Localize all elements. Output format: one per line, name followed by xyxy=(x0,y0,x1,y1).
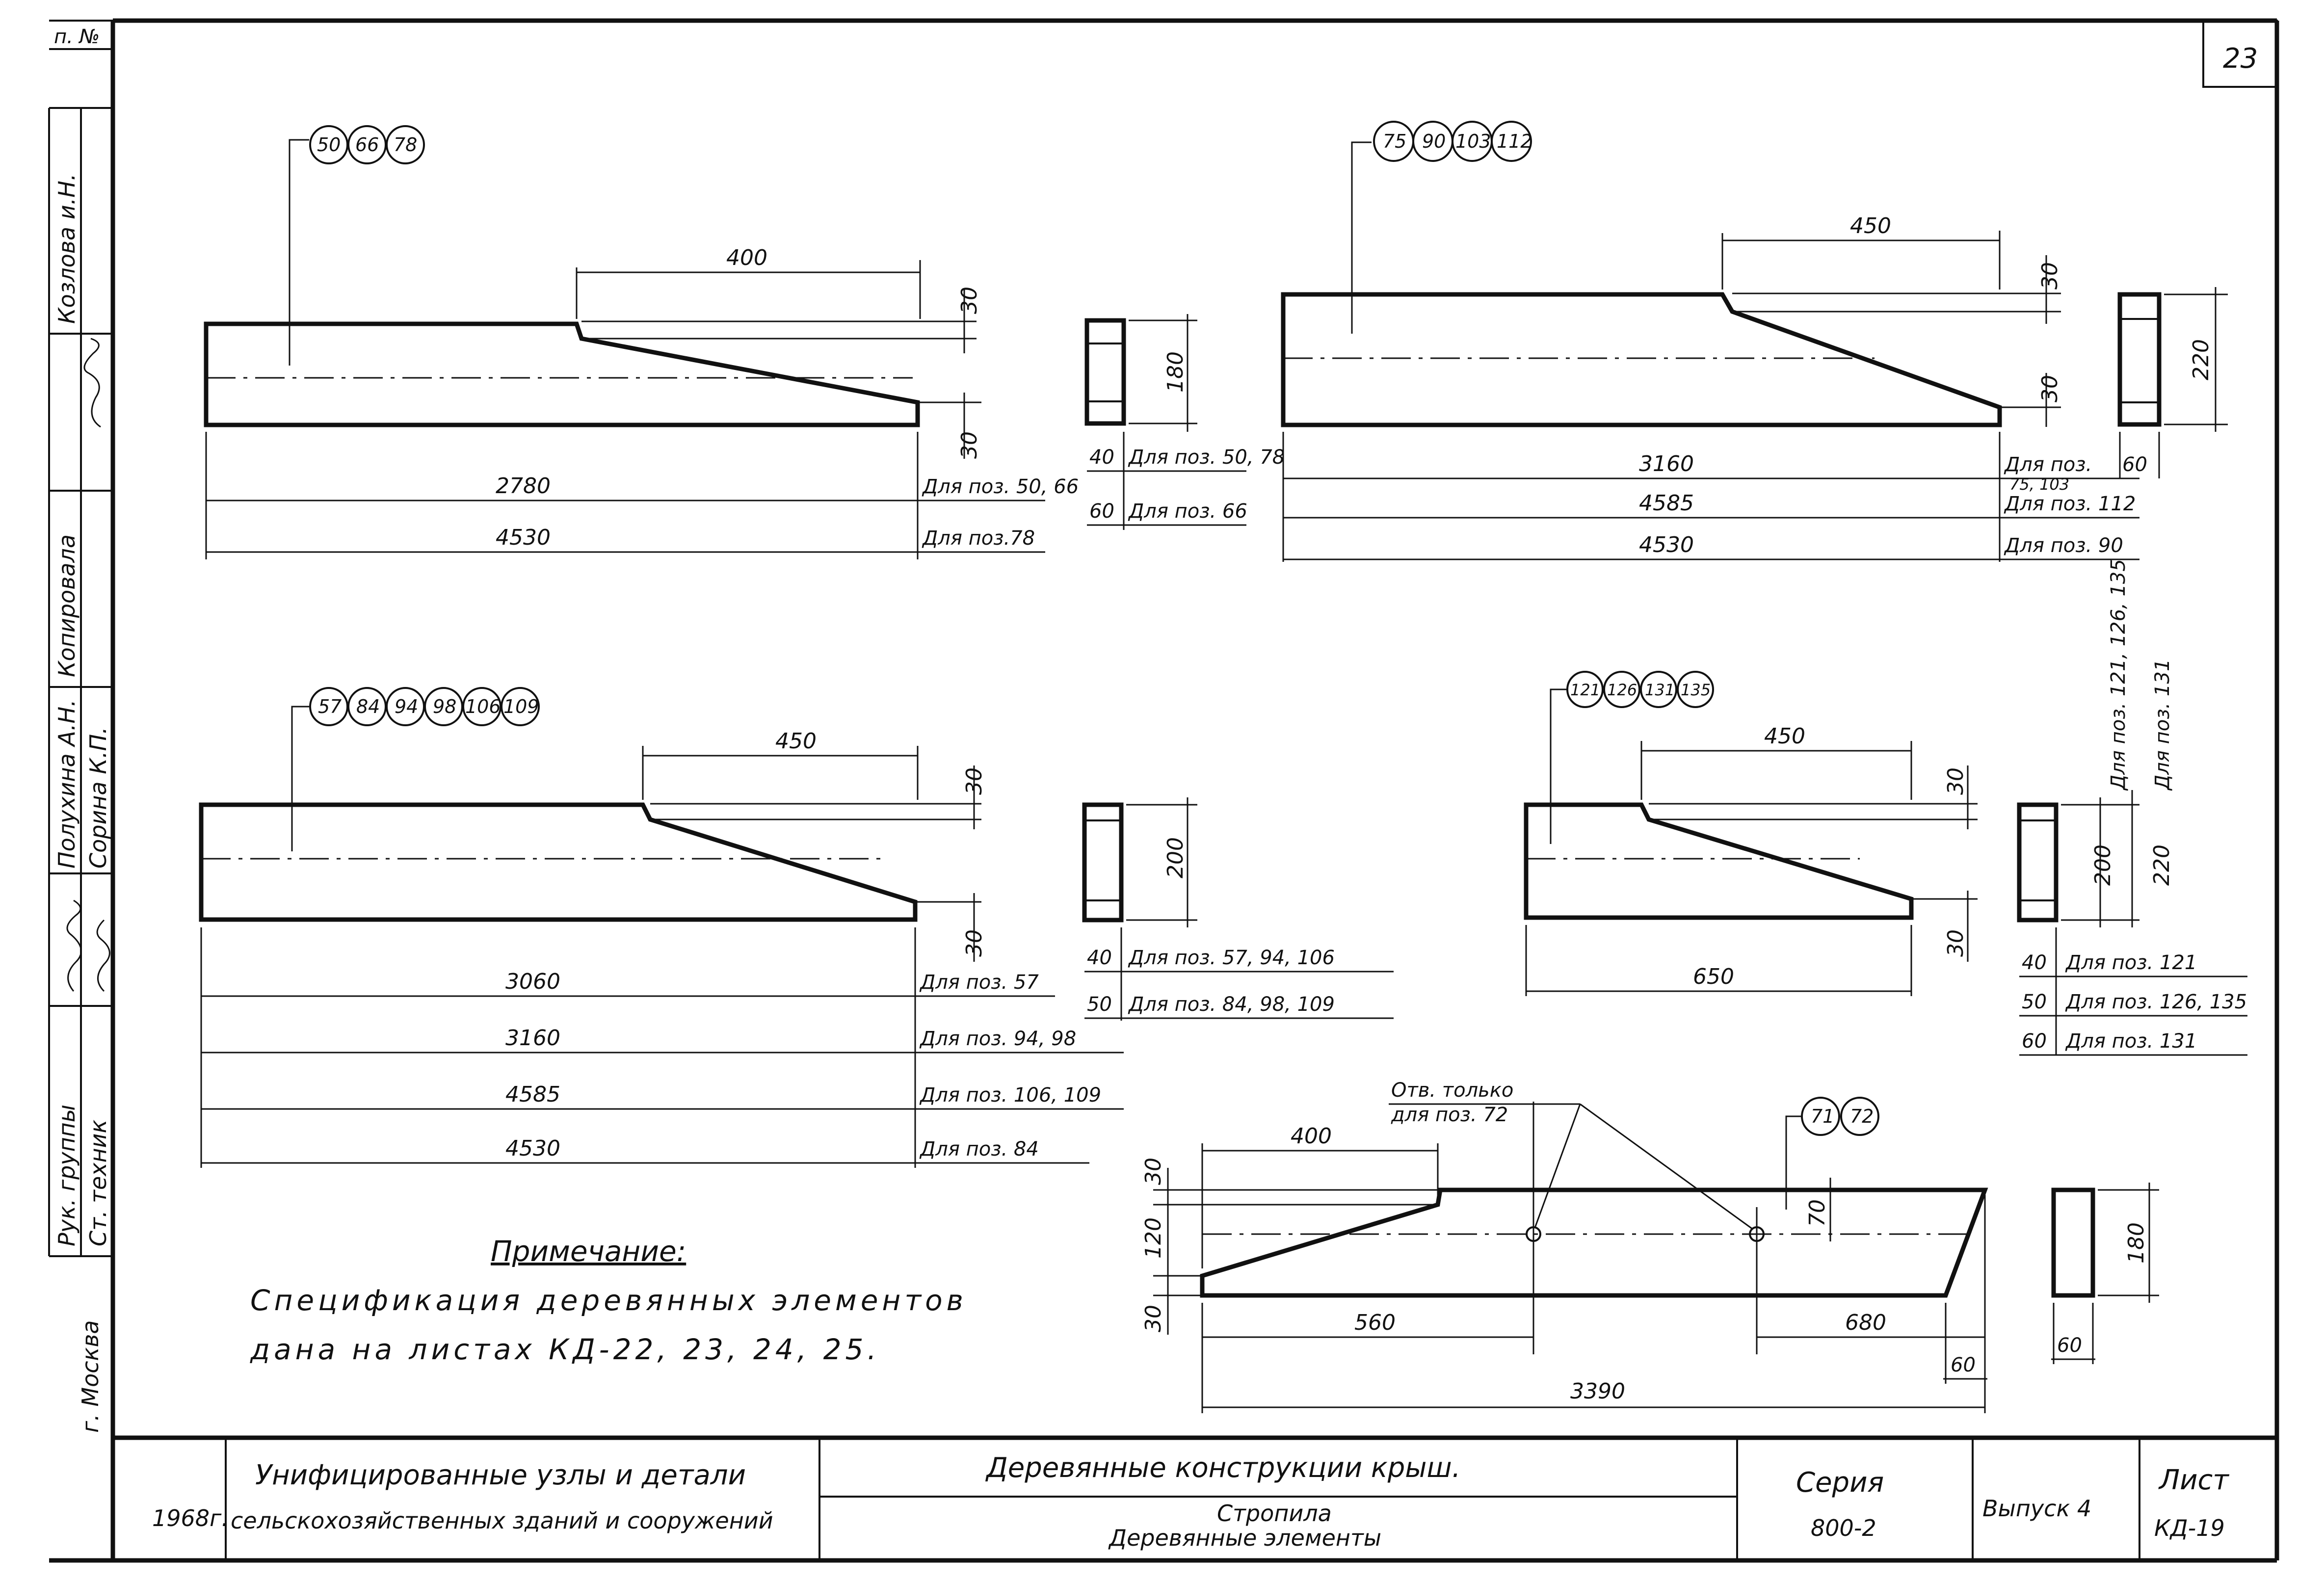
d3-bubble-6: 109 xyxy=(503,696,539,717)
d2-dim-30b: 30 xyxy=(2037,375,2062,402)
tb-subtitle-2: Деревянные элементы xyxy=(1109,1525,1382,1551)
note-line1: Спецификация деревянных элементов xyxy=(250,1284,967,1317)
d4-section-w40: 40 xyxy=(2022,951,2047,974)
d1-bubble-1: 50 xyxy=(317,134,341,156)
d1-section-label-2: Для поз. 66 xyxy=(1129,500,1247,523)
d3-bubbles xyxy=(310,688,539,725)
d1-bubble-2: 66 xyxy=(355,134,379,156)
tb-subtitle-1: Стропила xyxy=(1217,1500,1332,1527)
d1-dim-4530: 4530 xyxy=(496,525,551,550)
tb-org-line2: сельскохозяйственных зданий и сооружений xyxy=(231,1507,773,1534)
signature-3 xyxy=(97,920,109,991)
d2-section-220: 220 xyxy=(2189,339,2214,380)
d3-section xyxy=(1084,805,1121,920)
d2-profile xyxy=(1283,294,2000,425)
d1-dim-2780: 2780 xyxy=(496,474,551,499)
d2-dim-3160: 3160 xyxy=(1639,451,1694,476)
stamp-copied: Копировала xyxy=(53,534,80,677)
detail-3 xyxy=(201,688,1394,1168)
d4-dim-30a: 30 xyxy=(1943,767,1968,795)
d1-section xyxy=(1087,320,1124,423)
d5-dim-30a: 30 xyxy=(1141,1158,1166,1185)
d2-bubble-3: 103 xyxy=(1455,131,1491,152)
d5-profile xyxy=(1202,1190,1985,1295)
d3-label-1: Для поз. 57 xyxy=(920,971,1039,994)
d4-section-w60: 60 xyxy=(2022,1030,2047,1053)
d4-dim-450: 450 xyxy=(1764,724,1805,749)
d1-section-w60: 60 xyxy=(1089,500,1114,523)
title-block xyxy=(113,1438,2277,1560)
tb-sheet-code: КД-19 xyxy=(2154,1515,2225,1541)
d5-section-180: 180 xyxy=(2124,1222,2149,1264)
d3-dim-30b: 30 xyxy=(962,929,987,957)
d3-dim-450: 450 xyxy=(775,729,817,754)
tb-sheet-label: Лист xyxy=(2159,1464,2229,1496)
note-title: Примечание: xyxy=(491,1235,687,1268)
d1-section-w40: 40 xyxy=(1089,446,1114,469)
tb-series-label: Серия xyxy=(1796,1467,1884,1499)
d1-label-2: Для поз.78 xyxy=(923,527,1035,550)
d3-dim-3060: 3060 xyxy=(505,969,560,994)
d5-dim-3390: 3390 xyxy=(1570,1379,1625,1404)
d3-label-4: Для поз. 84 xyxy=(920,1138,1039,1160)
d5-section xyxy=(2054,1190,2093,1295)
side-stamp xyxy=(49,108,113,1433)
d3-section-label-2: Для поз. 84, 98, 109 xyxy=(1129,993,1335,1016)
d3-bubble-4: 98 xyxy=(433,696,457,717)
d1-label-1: Для поз. 50, 66 xyxy=(923,475,1079,498)
d2-bubble-4: 112 xyxy=(1497,131,1532,152)
d5-dim-560: 560 xyxy=(1354,1310,1396,1335)
d4-section-220: 220 xyxy=(2149,844,2174,886)
d3-dim-3160: 3160 xyxy=(505,1026,560,1051)
d2-label-2: Для поз. 112 xyxy=(2005,493,2136,515)
d5-dim-680: 680 xyxy=(1845,1310,1886,1335)
d4-section-vlabel-1: Для поз. 121, 126, 135 xyxy=(2107,559,2130,790)
d4-bubble-3: 131 xyxy=(1645,681,1675,699)
note-line2: дана на листах КД-22, 23, 24, 25. xyxy=(250,1333,880,1366)
d3-section-w40: 40 xyxy=(1087,947,1112,969)
stamp-name-kozlova: Козлова и.Н. xyxy=(53,173,80,324)
d4-section-label-1: Для поз. 121 xyxy=(2066,951,2197,974)
detail-4 xyxy=(1526,559,2247,1055)
tb-issue: Выпуск 4 xyxy=(1982,1495,2092,1522)
d3-label-2: Для поз. 94, 98 xyxy=(920,1028,1077,1050)
d3-bubble-5: 106 xyxy=(465,696,501,717)
d2-bubble-1: 75 xyxy=(1383,131,1407,152)
d5-hole-note-1: Отв. только xyxy=(1391,1079,1514,1102)
d4-section xyxy=(2019,805,2056,920)
d1-dim-400: 400 xyxy=(726,245,767,270)
d1-dim-30a: 30 xyxy=(957,287,982,314)
stamp-role-tech: Ст. техник xyxy=(85,1119,111,1246)
d5-dim-60: 60 xyxy=(1951,1354,1976,1376)
d4-section-200: 200 xyxy=(2090,844,2115,886)
d5-dim-120: 120 xyxy=(1141,1217,1166,1259)
d4-bubble-1: 121 xyxy=(1570,681,1601,699)
stamp-role-head: Рук. группы xyxy=(53,1104,80,1246)
d3-label-3: Для поз. 106, 109 xyxy=(920,1084,1102,1107)
d2-label-1b: 75, 103 xyxy=(2009,475,2070,494)
d1-bubbles xyxy=(310,126,424,163)
d2-dim-4530: 4530 xyxy=(1639,532,1694,557)
d5-section-w60: 60 xyxy=(2057,1334,2082,1357)
d2-dim-450: 450 xyxy=(1850,213,1891,238)
city-label: г. Москва xyxy=(77,1320,104,1433)
d3-dim-4530: 4530 xyxy=(505,1136,560,1161)
d5-bubble-2: 72 xyxy=(1850,1106,1874,1127)
d3-bubble-1: 57 xyxy=(318,696,342,717)
d4-dim-30b: 30 xyxy=(1943,929,1968,957)
d3-dim-4585: 4585 xyxy=(505,1082,560,1107)
tb-series-value: 800-2 xyxy=(1811,1515,1876,1541)
d1-dim-30b: 30 xyxy=(957,431,982,459)
corner-mark: п. № xyxy=(54,26,100,48)
d4-bubbles xyxy=(1567,672,1713,707)
d3-dim-30a: 30 xyxy=(962,767,987,795)
signature-1 xyxy=(84,339,101,427)
d3-bubble-3: 94 xyxy=(395,696,419,717)
d5-dim-30b: 30 xyxy=(1141,1305,1166,1332)
tb-year: 1968г. xyxy=(152,1505,229,1531)
stamp-name-polukhina: Полухина А.Н. xyxy=(53,699,80,869)
d2-bubbles xyxy=(1374,122,1532,161)
d2-bubble-2: 90 xyxy=(1422,131,1446,152)
d4-section-w50: 50 xyxy=(2022,991,2047,1013)
d2-dim-30a: 30 xyxy=(2037,262,2062,290)
d2-dim-4585: 4585 xyxy=(1639,491,1694,516)
page-number-box xyxy=(2203,21,2277,87)
note xyxy=(250,1235,967,1366)
tb-title: Деревянные конструкции крыш. xyxy=(986,1452,1461,1484)
d3-section-w50: 50 xyxy=(1087,993,1112,1016)
d4-section-label-3: Для поз. 131 xyxy=(2066,1030,2197,1053)
page-number: 23 xyxy=(2223,43,2258,75)
d2-label-1: Для поз. xyxy=(2005,453,2092,476)
d4-section-vlabel-2: Для поз. 131 xyxy=(2151,659,2174,790)
d5-dim-70: 70 xyxy=(1805,1199,1830,1227)
d4-dim-650: 650 xyxy=(1693,964,1734,989)
d4-section-label-2: Для поз. 126, 135 xyxy=(2066,991,2247,1013)
d3-bubble-2: 84 xyxy=(356,696,380,717)
d1-section-label-1: Для поз. 50, 78 xyxy=(1129,446,1285,469)
detail-2 xyxy=(1283,122,2228,562)
d2-label-3: Для поз. 90 xyxy=(2005,534,2123,557)
stamp-name-sorina: Сорина К.П. xyxy=(85,727,111,869)
d5-dim-400: 400 xyxy=(1291,1124,1332,1149)
d2-section-w60: 60 xyxy=(2122,453,2147,476)
d1-section-180: 180 xyxy=(1163,351,1188,393)
d2-section xyxy=(2120,294,2159,424)
d3-section-200: 200 xyxy=(1163,837,1188,878)
signature-2 xyxy=(67,900,81,991)
tb-org-line1: Унифицированные узлы и детали xyxy=(255,1459,746,1491)
detail-1 xyxy=(206,126,1285,559)
d5-bubbles xyxy=(1802,1098,1878,1135)
d3-profile xyxy=(201,805,915,920)
d3-section-label-1: Для поз. 57, 94, 106 xyxy=(1129,947,1335,969)
d1-bubble-3: 78 xyxy=(394,134,418,156)
d5-bubble-1: 71 xyxy=(1811,1106,1835,1127)
d4-profile xyxy=(1526,805,1911,918)
d4-bubble-2: 126 xyxy=(1607,681,1637,699)
d4-bubble-4: 135 xyxy=(1681,681,1711,699)
detail-5 xyxy=(1141,1079,2159,1413)
d5-hole-note-2: для поз. 72 xyxy=(1391,1104,1508,1126)
